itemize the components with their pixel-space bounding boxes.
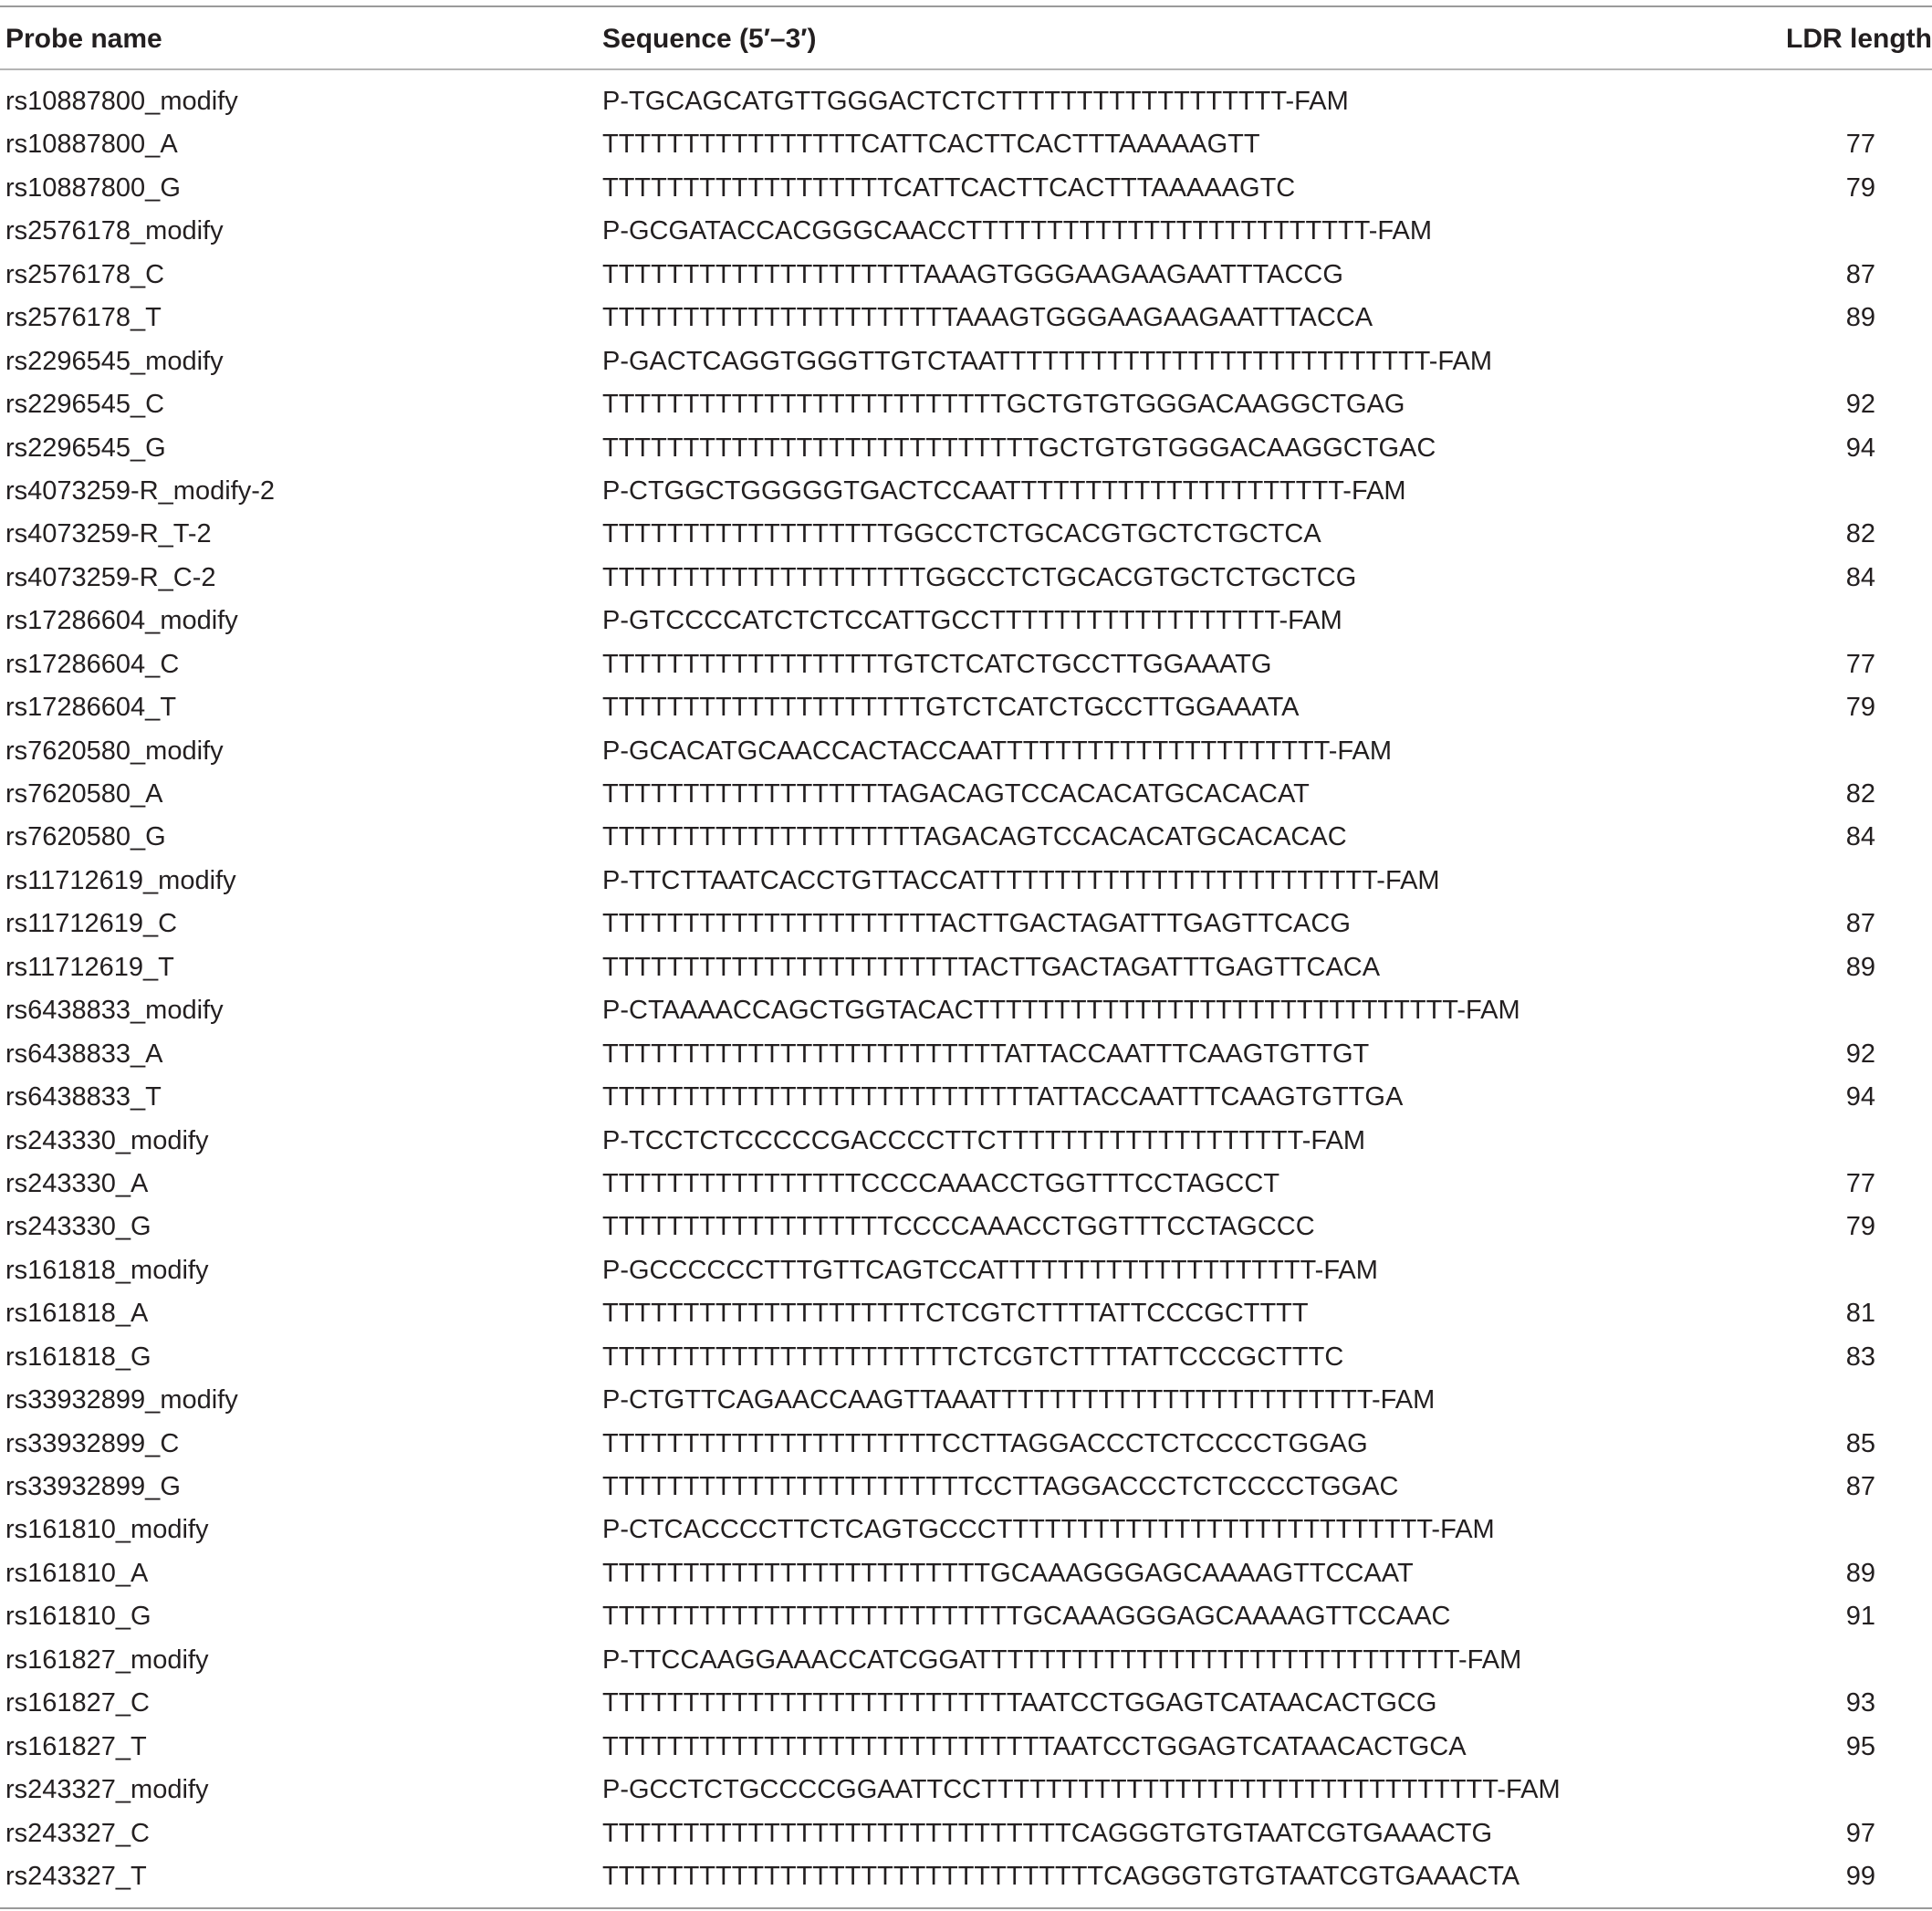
probe-name-cell: rs161818_A (5, 1299, 149, 1329)
probe-name-cell: rs4073259-R_T-2 (5, 519, 212, 549)
table-row (0, 600, 1932, 642)
table-bottom-rule (0, 1907, 1932, 1909)
ldr-length-cell: 82 (1845, 779, 1875, 809)
probe-name-cell: rs7620580_modify (5, 736, 224, 766)
sequence-cell: P-CTCACCCCTTCTCAGTGCCCTTTTTTTTTTTTTTTTTTTTTTTTTTT-FAM (602, 1515, 1495, 1545)
probe-name-cell: rs6438833_modify (5, 996, 224, 1026)
table-row (0, 946, 1932, 989)
probe-name-cell: rs161818_modify (5, 1255, 209, 1285)
probe-name-cell: rs6438833_A (5, 1039, 163, 1069)
sequence-cell: TTTTTTTTTTTTTTTTTTTTTTTTTTTATTACCAATTTCAAGTGTTGA (602, 1082, 1404, 1112)
ldr-length-cell: 77 (1845, 130, 1875, 160)
ldr-length-cell: 92 (1845, 1039, 1875, 1069)
ldr-length-cell: 89 (1845, 952, 1875, 982)
table-row (0, 816, 1932, 859)
table-row (0, 340, 1932, 383)
sequence-cell: P-TCCTCTCCCCCGACCCCTTCTTTTTTTTTTTTTTTTTTT-FAM (602, 1125, 1365, 1155)
probe-name-cell: rs11712619_C (5, 909, 178, 939)
table-row (0, 80, 1932, 123)
probe-name-cell: rs33932899_C (5, 1428, 180, 1458)
probe-name-cell: rs161810_G (5, 1602, 151, 1632)
table-row (0, 730, 1932, 773)
header-probe-name: Probe name (5, 24, 162, 54)
probe-name-cell: rs161827_C (5, 1688, 150, 1718)
table-row (0, 860, 1932, 903)
table-row (0, 1509, 1932, 1551)
ldr-length-cell: 85 (1845, 1428, 1875, 1458)
table-body (0, 80, 1932, 1898)
ldr-length-cell: 84 (1845, 562, 1875, 592)
probe-name-cell: rs17286604_T (5, 693, 177, 723)
ldr-length-cell: 83 (1845, 1342, 1875, 1372)
table-row (0, 1769, 1932, 1812)
table-row (0, 989, 1932, 1032)
sequence-cell: P-CTGGCTGGGGGTGACTCCAATTTTTTTTTTTTTTTTTTTTT-FAM (602, 475, 1406, 506)
probe-name-cell: rs161818_G (5, 1342, 151, 1372)
table-row (0, 1466, 1932, 1509)
table-row (0, 1336, 1932, 1379)
table-row (0, 1206, 1932, 1248)
sequence-cell: TTTTTTTTTTTTTTTTTTCCCCAAACCTGGTTTCCTAGCCC (602, 1212, 1315, 1242)
sequence-cell: TTTTTTTTTTTTTTTTTTTTTTCTCGTCTTTTATTCCCGCTTTC (602, 1342, 1344, 1372)
table-row (0, 1552, 1932, 1595)
sequence-cell: TTTTTTTTTTTTTTTTTTTTTTTACTTGACTAGATTTGAGTTCACA (602, 952, 1381, 982)
ldr-length-cell: 79 (1845, 1212, 1875, 1242)
table-row (0, 1379, 1932, 1422)
ldr-length-cell: 79 (1845, 693, 1875, 723)
sequence-cell: TTTTTTTTTTTTTTTTTTTTTCCTTAGGACCCTCTCCCCTGGAG (602, 1428, 1368, 1458)
ldr-length-cell: 77 (1845, 649, 1875, 679)
probe-name-cell: rs11712619_modify (5, 865, 236, 895)
probe-name-cell: rs10887800_G (5, 172, 181, 203)
table-row (0, 1639, 1932, 1682)
ldr-length-cell: 81 (1845, 1299, 1875, 1329)
ldr-length-cell: 87 (1845, 909, 1875, 939)
sequence-cell: P-GTCCCCATCTCTCCATTGCCTTTTTTTTTTTTTTTTTT-FAM (602, 606, 1342, 636)
table-row (0, 513, 1932, 556)
probe-name-cell: rs7620580_A (5, 779, 163, 809)
table-row (0, 643, 1932, 686)
table-row (0, 1855, 1932, 1898)
sequence-cell: P-GCCCCCCTTTGTTCAGTCCATTTTTTTTTTTTTTTTTTTT-FAM (602, 1255, 1378, 1285)
sequence-cell: P-GACTCAGGTGGGTTGTCTAATTTTTTTTTTTTTTTTTTTTTTTTTTT-FAM (602, 346, 1493, 376)
table-row (0, 1726, 1932, 1769)
sequence-cell: TTTTTTTTTTTTTTTTTTTTAAAGTGGGAAGAAGAATTTACCG (602, 259, 1343, 289)
probe-name-cell: rs243330_G (5, 1212, 151, 1242)
table-row (0, 1292, 1932, 1335)
sequence-cell: P-CTGTTCAGAACCAAGTTAAATTTTTTTTTTTTTTTTTTTTTTTT-FAM (602, 1385, 1436, 1415)
probe-name-cell: rs33932899_G (5, 1472, 181, 1501)
probe-name-cell: rs2296545_G (5, 433, 166, 463)
ldr-length-cell: 92 (1845, 390, 1875, 420)
table-row (0, 167, 1932, 210)
sequence-cell: TTTTTTTTTTTTTTTTTTTTTTTTTGCTGTGTGGGACAAGGCTGAG (602, 390, 1405, 420)
sequence-cell: TTTTTTTTTTTTTTTTCCCCAAACCTGGTTTCCTAGCCT (602, 1168, 1280, 1198)
table-row (0, 1120, 1932, 1163)
table-row (0, 210, 1932, 253)
sequence-cell: TTTTTTTTTTTTTTTTTTTTTTTTTTTTTTTCAGGGTGTGTAATCGTGAAACTA (602, 1861, 1520, 1891)
ldr-length-cell: 89 (1845, 303, 1875, 333)
table-row (0, 1076, 1932, 1119)
probe-name-cell: rs243327_modify (5, 1775, 209, 1805)
probe-name-cell: rs243327_C (5, 1818, 150, 1848)
header-sequence: Sequence (5′–3′) (602, 24, 817, 54)
sequence-cell: P-CTAAAACCAGCTGGTACACTTTTTTTTTTTTTTTTTTTTTTTTTTTTTT-FAM (602, 996, 1520, 1026)
probe-name-cell: rs243327_T (5, 1861, 147, 1891)
table-row (0, 297, 1932, 339)
probe-name-cell: rs10887800_A (5, 130, 178, 160)
sequence-cell: TTTTTTTTTTTTTTTTCATTCACTTCACTTTAAAAAGTT (602, 130, 1260, 160)
probe-name-cell: rs11712619_T (5, 952, 174, 982)
probe-name-cell: rs2576178_T (5, 303, 162, 333)
probe-name-cell: rs161810_A (5, 1558, 149, 1588)
table-header-rule (0, 68, 1932, 70)
ldr-length-cell: 87 (1845, 259, 1875, 289)
table-row (0, 254, 1932, 297)
table-row (0, 427, 1932, 470)
sequence-cell: TTTTTTTTTTTTTTTTTTCATTCACTTCACTTTAAAAAGTC (602, 172, 1296, 203)
ldr-length-cell: 99 (1845, 1861, 1875, 1891)
probe-name-cell: rs33932899_modify (5, 1385, 238, 1415)
sequence-cell: P-TGCAGCATGTTGGGACTCTCTTTTTTTTTTTTTTTTTT-FAM (602, 87, 1349, 116)
sequence-cell: TTTTTTTTTTTTTTTTTTAGACAGTCCACACATGCACACAT (602, 779, 1310, 809)
table-row (0, 1812, 1932, 1855)
table-row (0, 1423, 1932, 1466)
table-row (0, 1249, 1932, 1292)
sequence-cell: TTTTTTTTTTTTTTTTTTGGCCTCTGCACGTGCTCTGCTCA (602, 519, 1321, 549)
ldr-length-cell: 87 (1845, 1472, 1875, 1501)
sequence-cell: TTTTTTTTTTTTTTTTTTTTTTTCCTTAGGACCCTCTCCCCTGGAC (602, 1472, 1399, 1501)
probe-name-cell: rs10887800_modify (5, 87, 238, 116)
ldr-length-cell: 79 (1845, 172, 1875, 203)
table-row (0, 773, 1932, 816)
ldr-length-cell: 91 (1845, 1602, 1875, 1632)
ldr-length-cell: 94 (1845, 1082, 1875, 1112)
probe-name-cell: rs161827_T (5, 1731, 147, 1761)
sequence-cell: P-GCGATACCACGGGCAACCTTTTTTTTTTTTTTTTTTTTTTTTT-FAM (602, 216, 1433, 246)
probe-name-cell: rs17286604_modify (5, 606, 238, 636)
probe-name-cell: rs161810_modify (5, 1515, 209, 1545)
sequence-cell: P-TTCCAAGGAAACCATCGGATTTTTTTTTTTTTTTTTTTTTTTTTTTTTT-FAM (602, 1645, 1522, 1675)
probe-name-cell: rs2296545_C (5, 390, 165, 420)
ldr-length-cell: 89 (1845, 1558, 1875, 1588)
table-row (0, 557, 1932, 600)
table-row (0, 383, 1932, 426)
sequence-cell: TTTTTTTTTTTTTTTTTTTTAGACAGTCCACACATGCACACAC (602, 822, 1347, 852)
sequence-cell: TTTTTTTTTTTTTTTTTTTTTTTTTTTTTCAGGGTGTGTAATCGTGAAACTG (602, 1818, 1493, 1848)
sequence-cell: P-GCACATGCAACCACTACCAATTTTTTTTTTTTTTTTTTTTT-FAM (602, 736, 1393, 766)
sequence-cell: TTTTTTTTTTTTTTTTTTTTTTTTTTAATCCTGGAGTCATAACACTGCG (602, 1688, 1437, 1718)
probe-name-cell: rs243330_A (5, 1168, 149, 1198)
table-row (0, 1595, 1932, 1638)
ldr-length-cell: 95 (1845, 1731, 1875, 1761)
table-row (0, 1682, 1932, 1725)
ldr-length-cell: 97 (1845, 1818, 1875, 1848)
probe-name-cell: rs4073259-R_C-2 (5, 562, 216, 592)
sequence-cell: TTTTTTTTTTTTTTTTTTTTTACTTGACTAGATTTGAGTTCACG (602, 909, 1351, 939)
sequence-cell: TTTTTTTTTTTTTTTTTTTTTTTTTTTTAATCCTGGAGTCATAACACTGCA (602, 1731, 1467, 1761)
sequence-cell: TTTTTTTTTTTTTTTTTTTTTTTTTTTGCTGTGTGGGACAAGGCTGAC (602, 433, 1436, 463)
ldr-length-cell: 94 (1845, 433, 1875, 463)
table-row (0, 903, 1932, 945)
probe-name-cell: rs4073259-R_modify-2 (5, 475, 275, 506)
probe-name-cell: rs2576178_modify (5, 216, 224, 246)
probe-name-cell: rs2576178_C (5, 259, 165, 289)
probe-name-cell: rs2296545_modify (5, 346, 224, 376)
sequence-cell: P-TTCTTAATCACCTGTTACCATTTTTTTTTTTTTTTTTTTTTTTTT-FAM (602, 865, 1440, 895)
sequence-cell: P-GCCTCTGCCCCGGAATTCCTTTTTTTTTTTTTTTTTTTTTTTTTTTTTTTT-FAM (602, 1775, 1561, 1805)
table-row (0, 123, 1932, 166)
sequence-cell: TTTTTTTTTTTTTTTTTTTTTTTTTTGCAAAGGGAGCAAAAGTTCCAAC (602, 1602, 1451, 1632)
sequence-cell: TTTTTTTTTTTTTTTTTTTTGTCTCATCTGCCTTGGAAATA (602, 693, 1300, 723)
table-row (0, 470, 1932, 513)
ldr-length-cell: 84 (1845, 822, 1875, 852)
sequence-cell: TTTTTTTTTTTTTTTTTTTTTTTTTATTACCAATTTCAAGTGTTGT (602, 1039, 1370, 1069)
probe-name-cell: rs7620580_G (5, 822, 166, 852)
table-top-rule (0, 5, 1932, 7)
table-row (0, 1163, 1932, 1206)
sequence-cell: TTTTTTTTTTTTTTTTTTGTCTCATCTGCCTTGGAAATG (602, 649, 1272, 679)
sequence-cell: TTTTTTTTTTTTTTTTTTTTTTAAAGTGGGAAGAAGAATTTACCA (602, 303, 1373, 333)
sequence-cell: TTTTTTTTTTTTTTTTTTTTCTCGTCTTTTATTCCCGCTTTT (602, 1299, 1309, 1329)
ldr-length-cell: 93 (1845, 1688, 1875, 1718)
ldr-length-cell: 82 (1845, 519, 1875, 549)
sequence-cell: TTTTTTTTTTTTTTTTTTTTTTTTGCAAAGGGAGCAAAAGTTCCAAT (602, 1558, 1414, 1588)
probe-name-cell: rs6438833_T (5, 1082, 162, 1112)
table-header (0, 15, 1932, 64)
probe-name-cell: rs17286604_C (5, 649, 180, 679)
header-ldr-length: LDR length (1786, 24, 1932, 54)
probe-name-cell: rs161827_modify (5, 1645, 209, 1675)
probe-name-cell: rs243330_modify (5, 1125, 209, 1155)
table-row (0, 686, 1932, 729)
sequence-cell: TTTTTTTTTTTTTTTTTTTTGGCCTCTGCACGTGCTCTGCTCG (602, 562, 1357, 592)
ldr-length-cell: 77 (1845, 1168, 1875, 1198)
table-row (0, 1033, 1932, 1076)
